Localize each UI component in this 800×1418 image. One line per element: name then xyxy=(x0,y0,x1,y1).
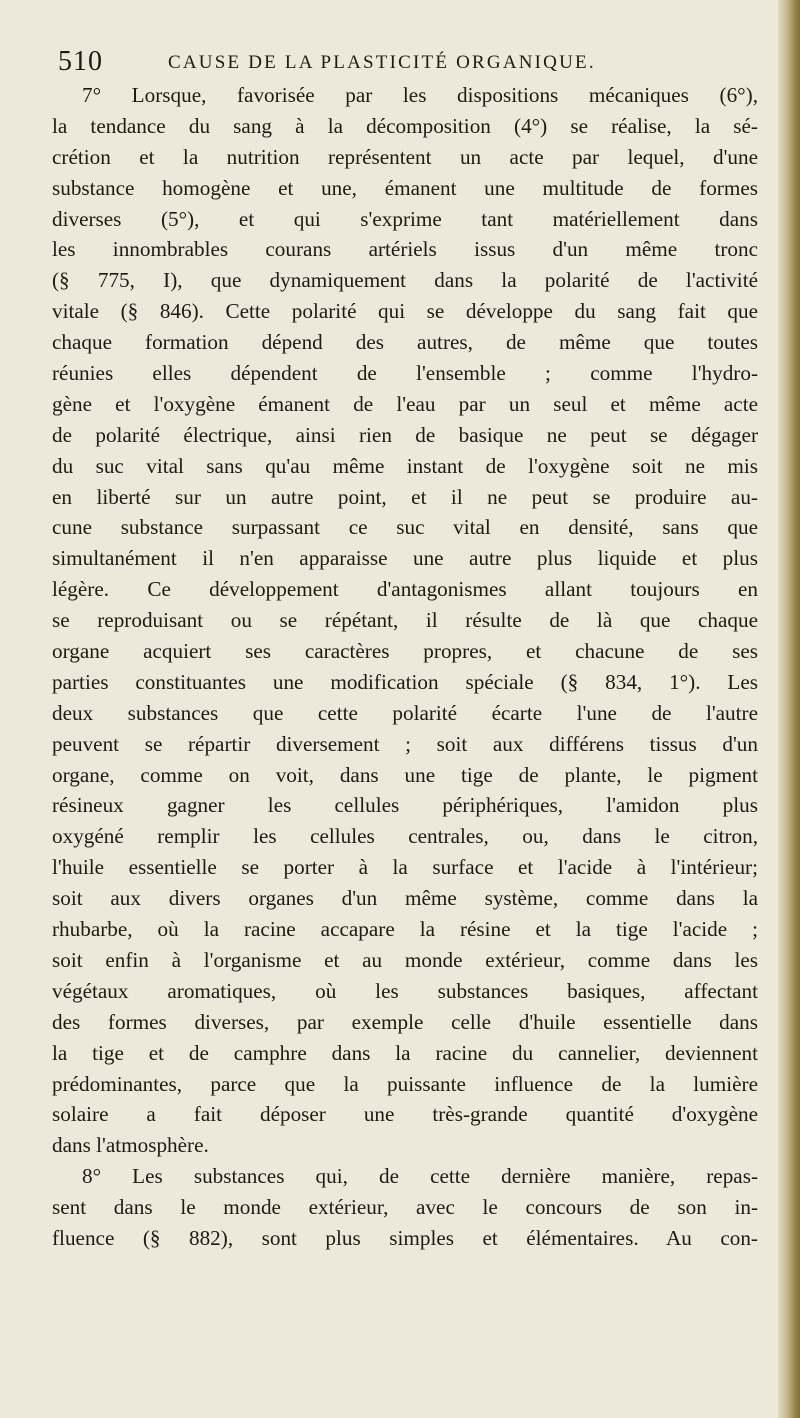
text-line: légère. Ce développement d'antagonismes allant toujours en xyxy=(52,577,758,602)
text-line: diverses (5°), et qui s'exprime tant matériellement dans xyxy=(52,206,758,231)
text-line: des formes diverses, par exemple celle d'huile essentielle dans xyxy=(52,1009,758,1034)
text-line: l'huile essentielle se porter à la surface et l'acide à l'intérieur; xyxy=(52,855,758,880)
text-line: organe, comme on voit, dans une tige de plante, le pigment xyxy=(52,762,758,787)
text-line: les innombrables courans artériels issus d'un même tronc xyxy=(52,237,758,262)
page-edge xyxy=(778,0,800,1418)
running-title: CAUSE DE LA PLASTICITÉ ORGANIQUE. xyxy=(168,52,596,73)
text-line: dans l'atmosphère. xyxy=(52,1133,209,1158)
text-line: crétion et la nutrition représentent un acte par lequel, d'une xyxy=(52,144,758,169)
text-line: organe acquiert ses caractères propres, et chacune de ses xyxy=(52,639,758,664)
text-line: cune substance surpassant ce suc vital en densité, sans que xyxy=(52,515,758,540)
text-line: substance homogène et une, émanent une multitude de formes xyxy=(52,175,758,200)
text-line: réunies elles dépendent de l'ensemble ; comme l'hydro- xyxy=(52,361,758,386)
text-line: en liberté sur un autre point, et il ne peut se produire au- xyxy=(52,484,758,509)
text-line: soit enfin à l'organisme et au monde extérieur, comme dans les xyxy=(52,947,758,972)
page-number: 510 xyxy=(58,46,103,77)
body-text xyxy=(52,80,758,1254)
text-line: 8° Les substances qui, de cette dernière manière, repas- xyxy=(82,1164,758,1189)
text-line: fluence (§ 882), sont plus simples et élémentaires. Au con- xyxy=(52,1225,758,1250)
text-line: deux substances que cette polarité écarte l'une de l'autre xyxy=(52,700,758,725)
text-line: soit aux divers organes d'un même système, comme dans la xyxy=(52,886,758,911)
text-line: du suc vital sans qu'au même instant de l'oxygène soit ne mis xyxy=(52,453,758,478)
text-line: sent dans le monde extérieur, avec le concours de son in- xyxy=(52,1195,758,1220)
text-line: vitale (§ 846). Cette polarité qui se développe du sang fait que xyxy=(52,299,758,324)
text-line: chaque formation dépend des autres, de même que toutes xyxy=(52,330,758,355)
text-line: de polarité électrique, ainsi rien de basique ne peut se dégager xyxy=(52,422,758,447)
text-line: prédominantes, parce que la puissante influence de la lumière xyxy=(52,1071,758,1096)
text-line: la tige et de camphre dans la racine du cannelier, deviennent xyxy=(52,1040,758,1065)
text-line: peuvent se répartir diversement ; soit aux différens tissus d'un xyxy=(52,731,758,756)
text-line: gène et l'oxygène émanent de l'eau par un seul et même acte xyxy=(52,391,758,416)
text-line: 7° Lorsque, favorisée par les dispositions mécaniques (6°), xyxy=(82,83,758,107)
text-line: rhubarbe, où la racine accapare la résine et la tige l'acide ; xyxy=(52,917,758,942)
running-head xyxy=(58,42,748,82)
text-line: se reproduisant ou se répétant, il résulte de là que chaque xyxy=(52,608,758,633)
text-line: parties constituantes une modification spéciale (§ 834, 1°). Les xyxy=(52,669,758,694)
text-line: solaire a fait déposer une très-grande quantité d'oxygène xyxy=(52,1102,758,1127)
text-line: la tendance du sang à la décomposition (4°) se réalise, la sé- xyxy=(52,113,758,138)
text-line: résineux gagner les cellules périphériques, l'amidon plus xyxy=(52,793,758,818)
text-line: (§ 775, I), que dynamiquement dans la polarité de l'activité xyxy=(52,268,758,293)
text-line: oxygéné remplir les cellules centrales, ou, dans le citron, xyxy=(52,824,758,849)
text-line: végétaux aromatiques, où les substances basiques, affectant xyxy=(52,978,758,1003)
paragraph xyxy=(52,1161,758,1254)
text-line: simultanément il n'en apparaisse une autre plus liquide et plus xyxy=(52,546,758,571)
paragraph xyxy=(52,80,758,1161)
